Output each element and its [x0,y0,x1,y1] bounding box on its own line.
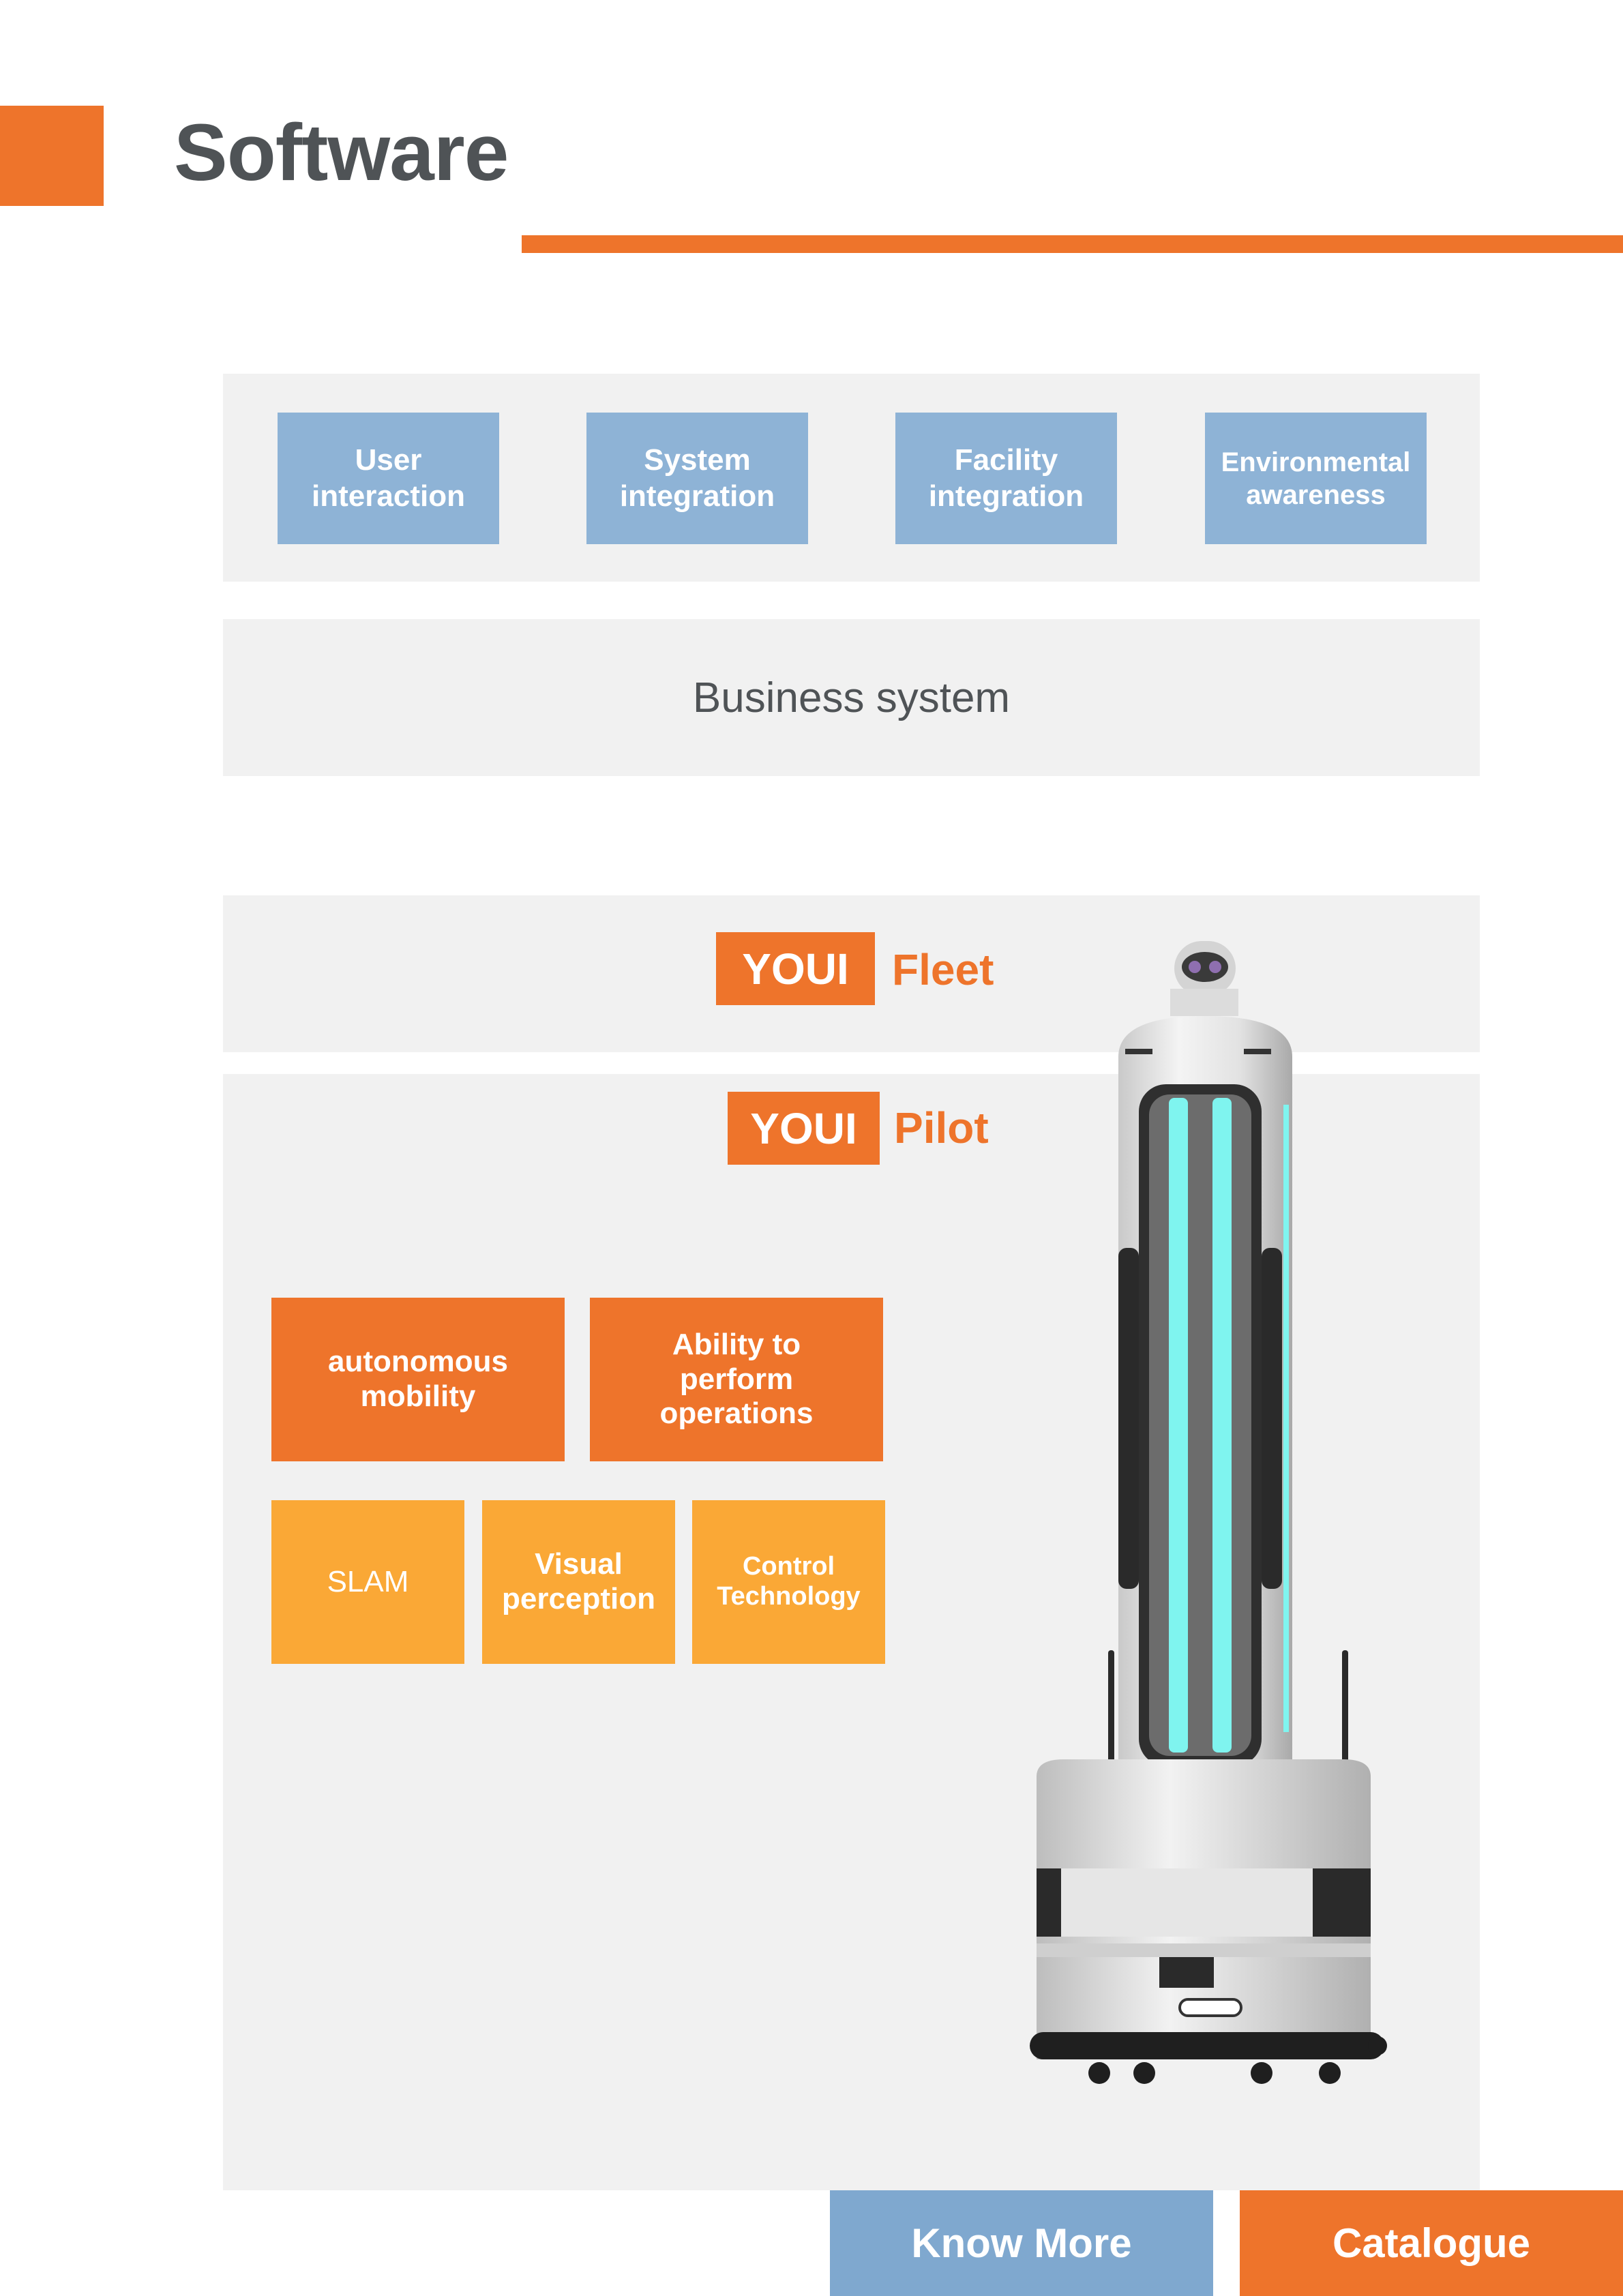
title-underline [522,235,1623,253]
tech-control-technology: Control Technology [692,1500,885,1664]
capability-perform-operations: Ability to perform operations [590,1298,883,1461]
catalogue-button[interactable]: Catalogue [1240,2190,1623,2296]
page-title: Software [174,108,509,198]
uv-disinfection-robot-image [1016,941,1412,2114]
module-user-interaction: User interaction [278,413,499,544]
module-facility-integration: Facility integration [895,413,1117,544]
fleet-label: Fleet [892,945,994,994]
capability-autonomous-mobility: autonomous mobility [271,1298,565,1461]
pilot-youi-tag: YOUI [728,1092,880,1165]
module-system-integration: System integration [586,413,808,544]
header-accent-block [0,106,104,206]
tech-slam: SLAM [271,1500,464,1664]
module-environmental-awareness: Environmental awareness [1205,413,1427,544]
business-system-panel: Business system [223,619,1480,776]
pilot-label: Pilot [894,1103,989,1152]
know-more-button[interactable]: Know More [830,2190,1213,2296]
tech-visual-perception: Visual perception [482,1500,675,1664]
fleet-youi-tag: YOUI [716,932,875,1005]
